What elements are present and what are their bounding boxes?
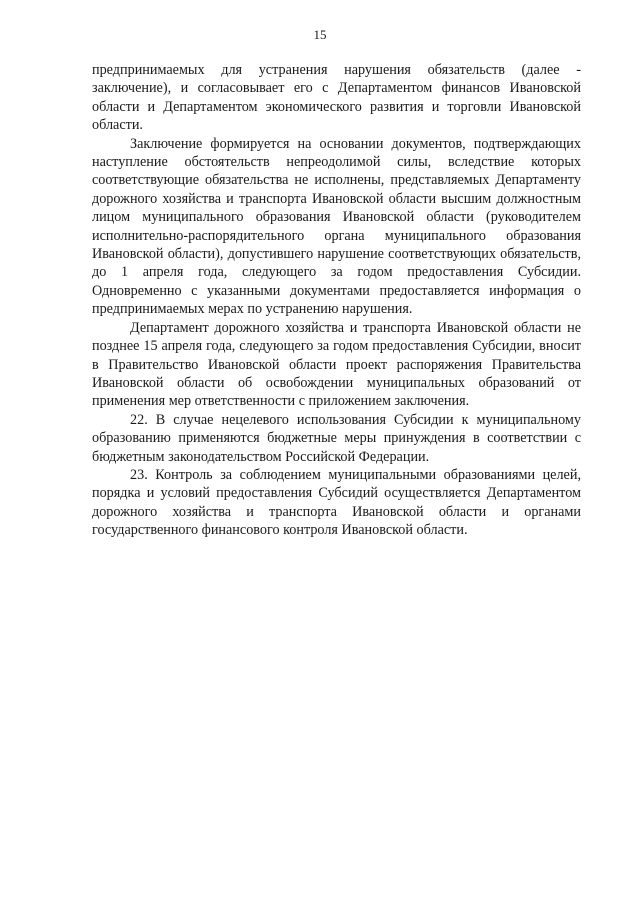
page-number: 15 (313, 27, 327, 42)
paragraph-1: предпринимаемых для устранения нарушения обязательств (далее - заключение), и согласовывает его с Департаментом финансов Ивановской области и Департаментом экономического развития и торговли Ивановской области. (92, 62, 581, 134)
document-body (92, 61, 581, 540)
paragraph-2: Заключение формируется на основании документов, подтверждающих наступление обстоятельств непреодолимой силы, вследствие которых соответствующие обязательства не исполнены, представляемых Департаменту дорожного хозяйства и транспорта Ивановской области высшим должностным лицом муниципального образования Ивановской области (руководителем исполнительно-распорядительного органа муниципального образования Ивановской области), допустившего нарушение соответствующих обязательств, до 1 апреля года, следующего за годом предоставления Субсидии. Одновременно с указанными документами предоставляется информация о предпринимаемых мерах по устранению нарушения. (92, 135, 581, 318)
paragraph-5-clause-23: 23. Контроль за соблюдением муниципальными образованиями целей, порядка и условий предоставления Субсидий осуществляется Департаментом дорожного хозяйства и транспорта Ивановской области и органами государственного финансового контроля Ивановской области. (92, 466, 581, 539)
paragraph-3: Департамент дорожного хозяйства и транспорта Ивановской области не позднее 15 апреля года, следующего за годом предоставления Субсидии, вносит в Правительство Ивановской области проект распоряжения Правительства Ивановской области об освобождении муниципальных образований от применения мер ответственности с приложением заключения. (92, 319, 581, 410)
paragraph-4-clause-22: 22. В случае нецелевого использования Субсидии к муниципальному образованию применяются бюджетные меры принуждения в соответствии с бюджетным законодательством Российской Федерации. (92, 411, 581, 465)
